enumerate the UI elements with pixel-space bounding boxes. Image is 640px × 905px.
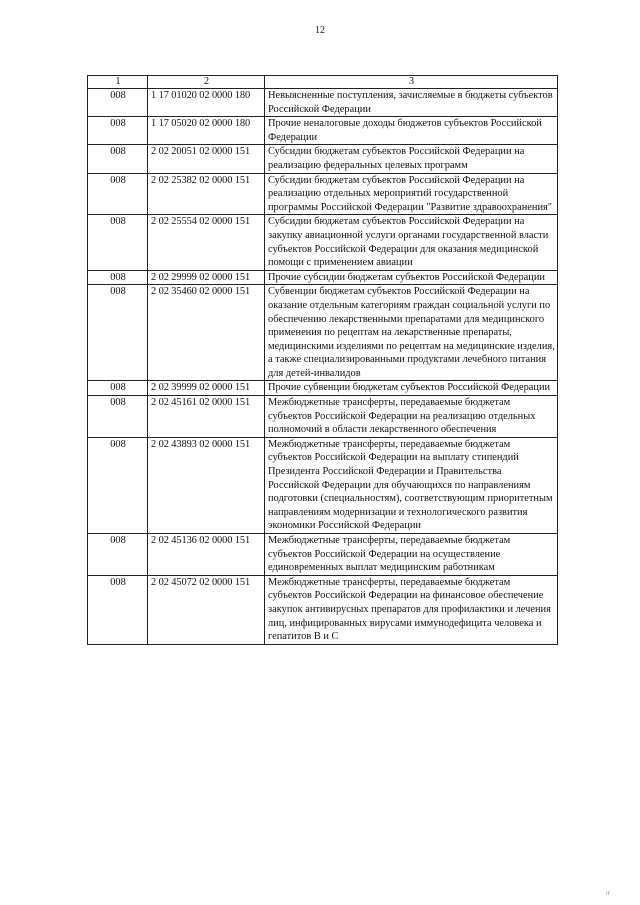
corner-scan-mark: ır bbox=[605, 889, 610, 897]
revenue-name-cell: Прочие субвенции бюджетам субъектов Российской Федерации bbox=[265, 381, 558, 396]
table-header-row bbox=[88, 76, 558, 89]
revenue-name-cell: Межбюджетные трансферты, передаваемые бюджетам субъектов Российской Федерации на реализацию отдельных полномочий в области лекарственного обеспечения bbox=[265, 396, 558, 438]
revenue-name-cell: Невыясненные поступления, зачисляемые в бюджеты субъектов Российской Федерации bbox=[265, 89, 558, 117]
revenue-name-cell: Прочие неналоговые доходы бюджетов субъектов Российской Федерации bbox=[265, 117, 558, 145]
revenue-name-cell: Субсидии бюджетам субъектов Российской Федерации на реализацию федеральных целевых программ bbox=[265, 145, 558, 173]
table-row bbox=[88, 173, 558, 215]
revenue-name-cell: Межбюджетные трансферты, передаваемые бюджетам субъектов Российской Федерации на финансовое обеспечение закупок антивирусных препаратов для профилактики и лечения лиц, инфицированных вирусами иммунодефицита человека и гепатитов В и С bbox=[265, 575, 558, 644]
revenue-code-cell: 2 02 25382 02 0000 151 bbox=[148, 173, 265, 215]
admin-code-cell: 008 bbox=[88, 575, 148, 644]
revenue-code-cell: 2 02 45136 02 0000 151 bbox=[148, 534, 265, 576]
revenue-code-cell: 2 02 45161 02 0000 151 bbox=[148, 396, 265, 438]
revenue-code-cell: 2 02 35460 02 0000 151 bbox=[148, 285, 265, 381]
table-row bbox=[88, 270, 558, 285]
revenue-code-cell: 2 02 20051 02 0000 151 bbox=[148, 145, 265, 173]
revenue-name-cell: Прочие субсидии бюджетам субъектов Российской Федерации bbox=[265, 270, 558, 285]
revenue-code-cell: 2 02 43893 02 0000 151 bbox=[148, 437, 265, 533]
revenue-name-cell: Субвенции бюджетам субъектов Российской Федерации на оказание отдельным категориям граждан социальной услуги по обеспечению лекарственными препаратами для медицинского применения по рецептам на лекарственные препараты, медицинскими изделиями по рецептам на медицинские изделия, а также специализированными продуктами лечебного питания для детей-инвалидов bbox=[265, 285, 558, 381]
revenue-code-cell: 2 02 39999 02 0000 151 bbox=[148, 381, 265, 396]
revenue-code-cell: 1 17 05020 02 0000 180 bbox=[148, 117, 265, 145]
revenue-name-cell: Межбюджетные трансферты, передаваемые бюджетам субъектов Российской Федерации на осуществление единовременных выплат медицинским работникам bbox=[265, 534, 558, 576]
column-header-3: 3 bbox=[265, 76, 558, 89]
revenue-name-cell: Межбюджетные трансферты, передаваемые бюджетам субъектов Российской Федерации на выплату стипендий Президента Российской Федерации и Правительства Российской Федерации для обучающихся по направлениям подготовки (специальностям), соответствующим приоритетным направлениям модернизации и технологического развития экономики Российской Федерации bbox=[265, 437, 558, 533]
admin-code-cell: 008 bbox=[88, 534, 148, 576]
revenue-name-cell: Субсидии бюджетам субъектов Российской Федерации на закупку авиационной услуги органами государственной власти субъектов Российской Федерации для оказания медицинской помощи с применением авиации bbox=[265, 215, 558, 270]
admin-code-cell: 008 bbox=[88, 270, 148, 285]
page-number: 12 bbox=[315, 25, 325, 36]
table-row bbox=[88, 215, 558, 270]
budget-revenue-table bbox=[87, 75, 558, 645]
table-row bbox=[88, 117, 558, 145]
admin-code-cell: 008 bbox=[88, 396, 148, 438]
table-row bbox=[88, 396, 558, 438]
revenue-code-cell: 2 02 25554 02 0000 151 bbox=[148, 215, 265, 270]
revenue-code-cell: 2 02 29999 02 0000 151 bbox=[148, 270, 265, 285]
table-row bbox=[88, 534, 558, 576]
admin-code-cell: 008 bbox=[88, 381, 148, 396]
admin-code-cell: 008 bbox=[88, 215, 148, 270]
table-row bbox=[88, 89, 558, 117]
table-row bbox=[88, 437, 558, 533]
admin-code-cell: 008 bbox=[88, 117, 148, 145]
table-row bbox=[88, 285, 558, 381]
revenue-code-cell: 1 17 01020 02 0000 180 bbox=[148, 89, 265, 117]
admin-code-cell: 008 bbox=[88, 145, 148, 173]
admin-code-cell: 008 bbox=[88, 89, 148, 117]
admin-code-cell: 008 bbox=[88, 285, 148, 381]
table-row bbox=[88, 575, 558, 644]
revenue-name-cell: Субсидии бюджетам субъектов Российской Федерации на реализацию отдельных мероприятий государственной программы Российской Федерации "Развитие здравоохранения" bbox=[265, 173, 558, 215]
admin-code-cell: 008 bbox=[88, 437, 148, 533]
column-header-1: 1 bbox=[88, 76, 148, 89]
table-row bbox=[88, 381, 558, 396]
revenue-code-cell: 2 02 45072 02 0000 151 bbox=[148, 575, 265, 644]
admin-code-cell: 008 bbox=[88, 173, 148, 215]
table-row bbox=[88, 145, 558, 173]
column-header-2: 2 bbox=[148, 76, 265, 89]
